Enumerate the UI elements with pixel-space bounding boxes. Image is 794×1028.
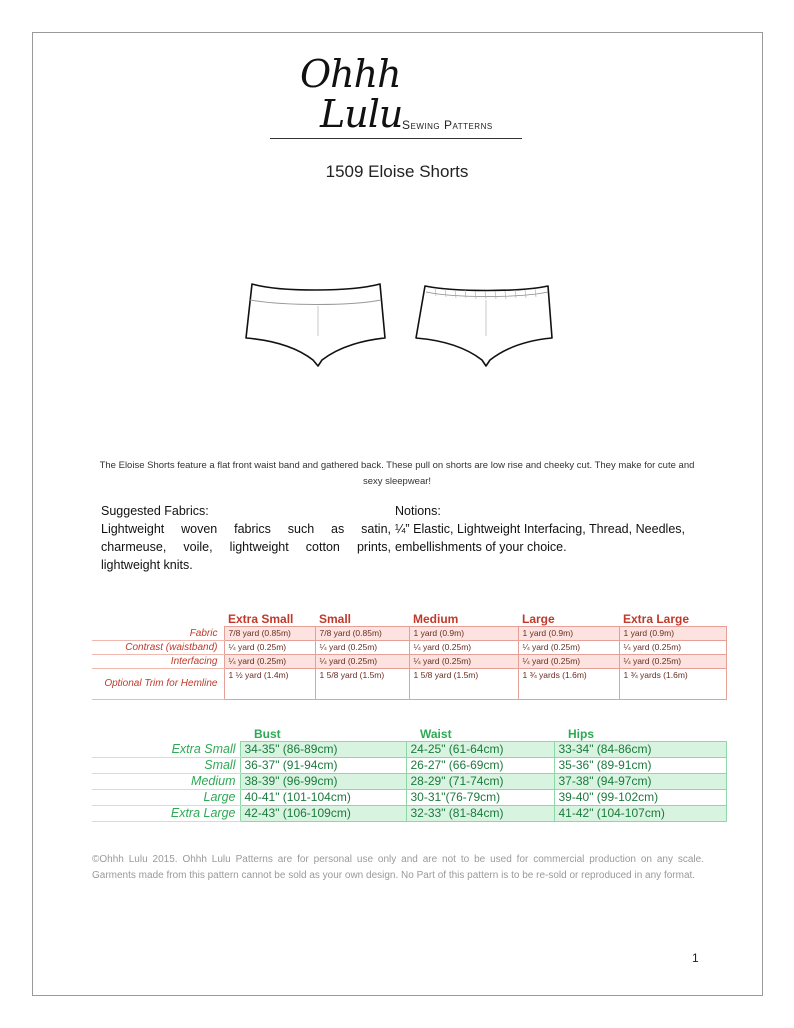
logo-subtitle: Sewing Patterns (402, 118, 493, 132)
table-cell: ¼ yard (0.25m) (518, 641, 619, 655)
row-label: Optional Trim for Hemline (92, 669, 224, 700)
table-cell: 34-35" (86-89cm) (240, 742, 406, 758)
table-cell: 1 ¾ yards (1.6m) (518, 669, 619, 700)
suggested-fabrics-text: Lightweight woven fabrics such as satin, charmeuse, voile, lightweight cotton prints, lightweight knits. (101, 522, 391, 572)
table-cell: ¼ yard (0.25m) (619, 655, 726, 669)
table-cell: 7/8 yard (0.85m) (315, 627, 409, 641)
table-cell: ¼ yard (0.25m) (224, 641, 315, 655)
shorts-back-drawing (416, 286, 552, 366)
table-cell: 1 yard (0.9m) (619, 627, 726, 641)
table-cell: 1 ¾ yards (1.6m) (619, 669, 726, 700)
row-label: Large (92, 790, 240, 806)
column-header: Large (522, 612, 555, 626)
table-header-row (92, 727, 726, 742)
suggested-fabrics-section (101, 502, 391, 574)
column-header: Extra Small (228, 612, 294, 626)
pattern-title: 1509 Eloise Shorts (325, 162, 469, 181)
table-cell: 39-40" (99-102cm) (554, 790, 726, 806)
table-cell: 42-43" (106-109cm) (240, 806, 406, 822)
table-row (92, 641, 726, 655)
table-cell: ¼ yard (0.25m) (409, 655, 518, 669)
row-label: Medium (92, 774, 240, 790)
brand-logo (270, 52, 526, 144)
table-cell: ¼ yard (0.25m) (619, 641, 726, 655)
column-header: Hips (568, 727, 595, 741)
table-cell: 1 yard (0.9m) (409, 627, 518, 641)
table-row (92, 758, 726, 774)
notions-text: ¼” Elastic, Lightweight Interfacing, Thread, Needles, embellishments of your choice. (395, 522, 685, 554)
column-header: Medium (413, 612, 459, 626)
page-number: 1 (692, 951, 699, 965)
column-header: Waist (420, 727, 452, 741)
table-cell: 28-29" (71-74cm) (406, 774, 554, 790)
table-cell: 36-37" (91-94cm) (240, 758, 406, 774)
table-cell: ¼ yard (0.25m) (224, 655, 315, 669)
notions-heading: Notions: (395, 504, 441, 518)
table-cell: 37-38" (94-97cm) (554, 774, 726, 790)
table-row (92, 627, 726, 641)
table-row (92, 669, 726, 700)
pattern-description: The Eloise Shorts feature a flat front waist band and gathered back. These pull on shorts are low rise and cheeky cut. They make for cute and sexy sleepwear! (99, 460, 695, 487)
table-row (92, 806, 726, 822)
shorts-illustration (240, 276, 560, 386)
table-cell: 40-41" (101-104cm) (240, 790, 406, 806)
table-cell: 26-27" (66-69cm) (406, 758, 554, 774)
table-cell: ¼ yard (0.25m) (315, 641, 409, 655)
body-measurements-table (92, 727, 727, 822)
suggested-fabrics-heading: Suggested Fabrics: (101, 504, 209, 518)
table-header-row (92, 612, 726, 627)
shorts-front-drawing (246, 284, 385, 366)
fabric-requirements-table (92, 612, 727, 700)
table-cell: 30-31"(76-79cm) (406, 790, 554, 806)
column-header: Small (319, 612, 352, 626)
copyright-notice: ©Ohhh Lulu 2015. Ohhh Lulu Patterns are for personal use only and are not to be used for commercial production on any scale. Garments made from this pattern cannot be sold as your own design. No Part of this pattern is to be re-sold or reproduced in any format. (92, 854, 704, 881)
table-cell: 33-34" (84-86cm) (554, 742, 726, 758)
table-row (92, 742, 726, 758)
row-label: Extra Large (92, 806, 240, 822)
table-cell: 24-25" (61-64cm) (406, 742, 554, 758)
row-label: Small (92, 758, 240, 774)
table-cell: 41-42" (104-107cm) (554, 806, 726, 822)
table-cell: 35-36" (89-91cm) (554, 758, 726, 774)
header-blank (92, 727, 240, 742)
row-label: Interfacing (92, 655, 224, 669)
table-cell: 1 5/8 yard (1.5m) (409, 669, 518, 700)
row-label: Extra Small (92, 742, 240, 758)
column-header: Bust (254, 727, 281, 741)
table-cell: ¼ yard (0.25m) (518, 655, 619, 669)
table-row (92, 774, 726, 790)
logo-rule (270, 138, 522, 139)
table-cell: 1 yard (0.9m) (518, 627, 619, 641)
row-label: Fabric (92, 627, 224, 641)
table-cell: 1 5/8 yard (1.5m) (315, 669, 409, 700)
table-row (92, 655, 726, 669)
table-cell: ¼ yard (0.25m) (315, 655, 409, 669)
table-cell: 32-33" (81-84cm) (406, 806, 554, 822)
table-cell: 38-39" (96-99cm) (240, 774, 406, 790)
header-blank (92, 612, 224, 627)
notions-section (395, 502, 685, 556)
table-row (92, 790, 726, 806)
table-cell: 7/8 yard (0.85m) (224, 627, 315, 641)
logo-line-1: Ohhh (300, 52, 401, 96)
column-header: Extra Large (623, 612, 690, 626)
table-cell: ¼ yard (0.25m) (409, 641, 518, 655)
logo-line-2: Lulu (320, 92, 403, 136)
table-cell: 1 ½ yard (1.4m) (224, 669, 315, 700)
row-label: Contrast (waistband) (92, 641, 224, 655)
